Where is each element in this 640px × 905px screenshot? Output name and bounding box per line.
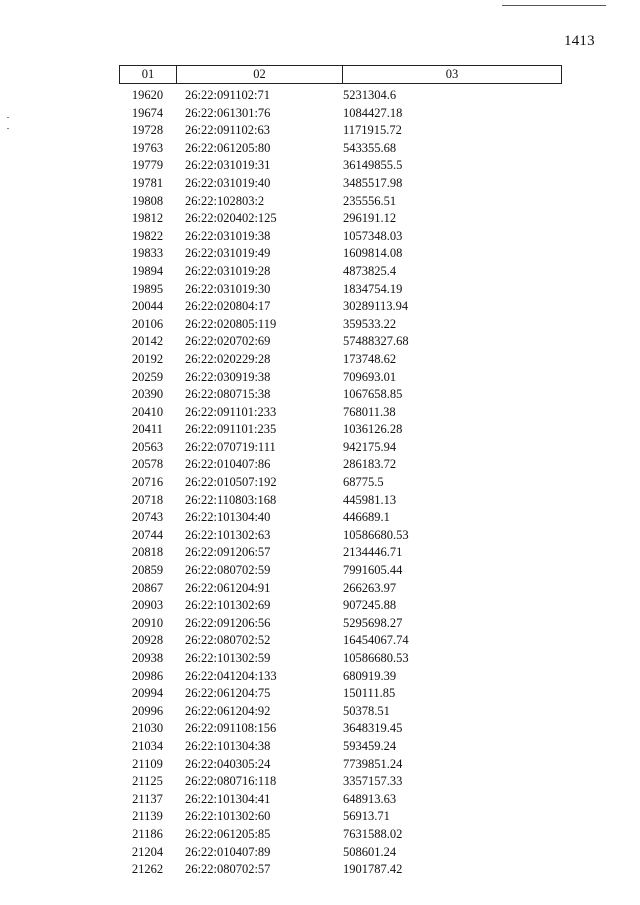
- row-id-cell: 20743: [131, 510, 164, 525]
- cadastral-number-cell: 26:22:101302:59: [185, 651, 271, 665]
- table-row: [119, 456, 562, 474]
- cadastral-number-cell: 26:22:091108:156: [185, 721, 277, 736]
- row-id-cell: 21109: [132, 756, 163, 771]
- value-cell: 50378.51: [343, 703, 390, 718]
- table-row: [119, 193, 562, 211]
- cadastral-number-cell: 26:22:110803:168: [185, 492, 277, 507]
- value-cell: 445981.13: [343, 492, 397, 507]
- cadastral-number-cell: 26:22:031019:30: [185, 281, 271, 296]
- value-cell: 5231304.6: [343, 88, 397, 102]
- row-id-cell: 20106: [131, 316, 164, 331]
- row-id-cell: 19620: [131, 88, 164, 102]
- value-cell: 7739851.24: [343, 756, 403, 771]
- cadastral-number-cell: 26:22:101302:60: [185, 809, 271, 824]
- row-id-cell: 20994: [131, 686, 164, 701]
- cadastral-number-cell: 26:22:041204:133: [185, 668, 277, 683]
- row-id-cell: 19728: [131, 123, 164, 138]
- table-row: [119, 668, 562, 686]
- cadastral-number-cell: 26:22:031019:49: [185, 246, 271, 261]
- value-cell: 7991605.44: [343, 563, 403, 578]
- table-row: [119, 791, 562, 809]
- row-id-cell: 19833: [131, 246, 164, 261]
- cadastral-number-cell: 26:22:031019:28: [185, 263, 271, 278]
- table-row: [119, 157, 562, 175]
- value-cell: 593459.24: [343, 738, 397, 753]
- cadastral-number-cell: 26:22:061205:85: [185, 826, 271, 841]
- row-id-cell: 19808: [131, 193, 164, 208]
- value-cell: 286183.72: [343, 457, 397, 472]
- value-cell: 1609814.08: [343, 246, 403, 261]
- data-table: [119, 65, 562, 879]
- table-row: [119, 140, 562, 158]
- table-row: [119, 87, 562, 105]
- cadastral-number-cell: 26:22:091206:56: [185, 615, 271, 630]
- row-id-cell: 21137: [132, 791, 163, 806]
- value-cell: 1901787.42: [343, 862, 403, 877]
- table-row: [119, 861, 562, 879]
- row-id-cell: 20744: [131, 527, 164, 542]
- row-id-cell: 21186: [132, 826, 163, 841]
- value-cell: 709693.01: [343, 369, 397, 384]
- value-cell: 10586680.53: [343, 527, 409, 542]
- value-cell: 2134446.71: [343, 545, 403, 560]
- row-id-cell: 19894: [131, 263, 164, 278]
- table-row: [119, 773, 562, 791]
- value-cell: 3485517.98: [343, 175, 403, 190]
- row-id-cell: 20411: [132, 422, 163, 437]
- value-cell: 56913.71: [343, 809, 390, 824]
- row-id-cell: 19763: [131, 140, 164, 155]
- row-id-cell: 20859: [131, 563, 164, 578]
- cadastral-number-cell: 26:22:061301:76: [185, 105, 271, 120]
- value-cell: 36149855.5: [343, 158, 403, 173]
- table-row: [119, 650, 562, 668]
- value-cell: 1834754.19: [343, 281, 403, 296]
- table-row: [119, 826, 562, 844]
- row-id-cell: 20986: [131, 668, 164, 683]
- table-row: [119, 333, 562, 351]
- value-cell: 1036126.28: [343, 422, 403, 437]
- cadastral-number-cell: 26:22:061204:92: [185, 703, 271, 718]
- row-id-cell: 20192: [131, 351, 164, 366]
- row-id-cell: 20910: [131, 615, 164, 630]
- table-row: [119, 369, 562, 387]
- cadastral-number-cell: 26:22:091102:71: [185, 88, 270, 102]
- table-row: [119, 580, 562, 598]
- value-cell: 150111.85: [343, 686, 396, 701]
- table-row: [119, 492, 562, 510]
- value-cell: 543355.68: [343, 140, 397, 155]
- cadastral-number-cell: 26:22:101304:40: [185, 510, 271, 525]
- top-rule: [502, 5, 606, 6]
- row-id-cell: 20410: [131, 404, 164, 419]
- value-cell: 907245.88: [343, 598, 397, 613]
- table-row: [119, 632, 562, 650]
- row-id-cell: 20938: [131, 651, 164, 665]
- table-row: [119, 615, 562, 633]
- table-row: [119, 298, 562, 316]
- table-row: [119, 509, 562, 527]
- row-id-cell: 20044: [131, 299, 164, 314]
- table-row: [119, 421, 562, 439]
- cadastral-number-cell: 26:22:070719:111: [185, 439, 276, 454]
- table-row: [119, 703, 562, 721]
- table-row: [119, 105, 562, 123]
- cadastral-number-cell: 26:22:091102:63: [185, 123, 270, 138]
- table-row: [119, 544, 562, 562]
- table-row: [119, 404, 562, 422]
- row-id-cell: 20563: [131, 439, 164, 454]
- scan-mark: [7, 128, 9, 129]
- value-cell: 4873825.4: [343, 263, 397, 278]
- table-row: [119, 263, 562, 281]
- cadastral-number-cell: 26:22:010407:89: [185, 844, 271, 859]
- value-cell: 508601.24: [343, 844, 397, 859]
- value-cell: 57488327.68: [343, 334, 409, 349]
- value-cell: 446689.1: [343, 510, 390, 525]
- row-id-cell: 20578: [131, 457, 164, 472]
- cadastral-number-cell: 26:22:061204:91: [185, 580, 271, 595]
- cadastral-number-cell: 26:22:020702:69: [185, 334, 271, 349]
- value-cell: 1171915.72: [343, 123, 402, 138]
- table-row: [119, 281, 562, 299]
- table-row: [119, 351, 562, 369]
- cadastral-number-cell: 26:22:030919:38: [185, 369, 271, 384]
- value-cell: 16454067.74: [343, 633, 409, 648]
- cadastral-number-cell: 26:22:031019:38: [185, 228, 271, 243]
- table-row: [119, 562, 562, 580]
- cadastral-number-cell: 26:22:102803:2: [185, 193, 265, 208]
- table-row: [119, 386, 562, 404]
- cadastral-number-cell: 26:22:091206:57: [185, 545, 271, 560]
- table-row: [119, 685, 562, 703]
- row-id-cell: 20996: [131, 703, 164, 718]
- cadastral-number-cell: 26:22:080702:59: [185, 563, 271, 578]
- row-id-cell: 20818: [131, 545, 164, 560]
- cadastral-number-cell: 26:22:101304:41: [185, 791, 271, 806]
- value-cell: 768011.38: [343, 404, 396, 419]
- row-id-cell: 21125: [132, 774, 163, 789]
- value-cell: 266263.97: [343, 580, 397, 595]
- table-row: [119, 439, 562, 457]
- value-cell: 648913.63: [343, 791, 397, 806]
- row-id-cell: 20718: [131, 492, 164, 507]
- cadastral-number-cell: 26:22:020805:119: [185, 316, 277, 331]
- value-cell: 1067658.85: [343, 387, 403, 402]
- table-row: [119, 210, 562, 228]
- row-id-cell: 21262: [131, 862, 164, 877]
- value-cell: 296191.12: [343, 211, 397, 226]
- column-header-03: 03: [445, 67, 459, 81]
- value-cell: 942175.94: [343, 439, 397, 454]
- cadastral-number-cell: 26:22:091101:233: [185, 404, 277, 419]
- cadastral-number-cell: 26:22:020402:125: [185, 211, 277, 226]
- table-row: [119, 175, 562, 193]
- column-header-01: 01: [120, 66, 177, 83]
- table-row: [119, 844, 562, 862]
- table-row: [119, 527, 562, 545]
- row-id-cell: 19895: [131, 281, 164, 296]
- row-id-cell: 19781: [131, 175, 164, 190]
- value-cell: 30289113.94: [343, 299, 409, 314]
- value-cell: 68775.5: [343, 475, 384, 490]
- table-row: [119, 808, 562, 826]
- cadastral-number-cell: 26:22:031019:40: [185, 175, 271, 190]
- cadastral-number-cell: 26:22:080716:118: [185, 774, 277, 789]
- row-id-cell: 20867: [131, 580, 164, 595]
- cadastral-number-cell: 26:22:101304:38: [185, 738, 271, 753]
- row-id-cell: 20142: [131, 334, 164, 349]
- value-cell: 359533.22: [343, 316, 397, 331]
- table-header: [119, 65, 562, 84]
- cadastral-number-cell: 26:22:010507:192: [185, 475, 277, 490]
- value-cell: 3648319.45: [343, 721, 403, 736]
- row-id-cell: 20903: [131, 598, 164, 613]
- table-row: [119, 756, 562, 774]
- value-cell: 680919.39: [343, 668, 397, 683]
- table-row: [119, 720, 562, 738]
- table-row: [119, 228, 562, 246]
- row-id-cell: 20928: [131, 633, 164, 648]
- row-id-cell: 21034: [131, 738, 164, 753]
- value-cell: 3357157.33: [343, 774, 403, 789]
- value-cell: 1084427.18: [343, 105, 403, 120]
- cadastral-number-cell: 26:22:101302:69: [185, 598, 271, 613]
- cadastral-number-cell: 26:22:080715:38: [185, 387, 271, 402]
- table-row: [119, 316, 562, 334]
- page-number: 1413: [564, 33, 595, 49]
- column-header-02: 02: [177, 66, 343, 83]
- row-id-cell: 21204: [131, 844, 164, 859]
- row-id-cell: 19812: [131, 211, 164, 226]
- table-row: [119, 738, 562, 756]
- table-body: [119, 87, 562, 879]
- table-row: [119, 474, 562, 492]
- cadastral-number-cell: 26:22:061205:80: [185, 140, 271, 155]
- cadastral-number-cell: 26:22:020804:17: [185, 299, 271, 314]
- value-cell: 5295698.27: [343, 615, 403, 630]
- row-id-cell: 20390: [131, 387, 164, 402]
- table-row: [119, 122, 562, 140]
- cadastral-number-cell: 26:22:040305:24: [185, 756, 271, 771]
- table-row: [119, 597, 562, 615]
- cadastral-number-cell: 26:22:080702:52: [185, 633, 271, 648]
- row-id-cell: 21030: [131, 721, 164, 736]
- scan-mark: [7, 117, 9, 118]
- cadastral-number-cell: 26:22:101302:63: [185, 527, 271, 542]
- cadastral-number-cell: 26:22:061204:75: [185, 686, 271, 701]
- cadastral-number-cell: 26:22:020229:28: [185, 351, 271, 366]
- row-id-cell: 19779: [131, 158, 164, 173]
- row-id-cell: 21139: [132, 809, 163, 824]
- row-id-cell: 19822: [131, 228, 164, 243]
- row-id-cell: 20259: [131, 369, 164, 384]
- cadastral-number-cell: 26:22:080702:57: [185, 862, 271, 877]
- cadastral-number-cell: 26:22:010407:86: [185, 457, 271, 472]
- value-cell: 235556.51: [343, 193, 397, 208]
- cadastral-number-cell: 26:22:031019:31: [185, 158, 271, 173]
- value-cell: 1057348.03: [343, 228, 403, 243]
- table-row: [119, 245, 562, 263]
- cadastral-number-cell: 26:22:091101:235: [185, 422, 277, 437]
- row-id-cell: 20716: [131, 475, 164, 490]
- row-id-cell: 19674: [131, 105, 164, 120]
- value-cell: 173748.62: [343, 351, 397, 366]
- value-cell: 7631588.02: [343, 826, 403, 841]
- value-cell: 10586680.53: [343, 651, 409, 665]
